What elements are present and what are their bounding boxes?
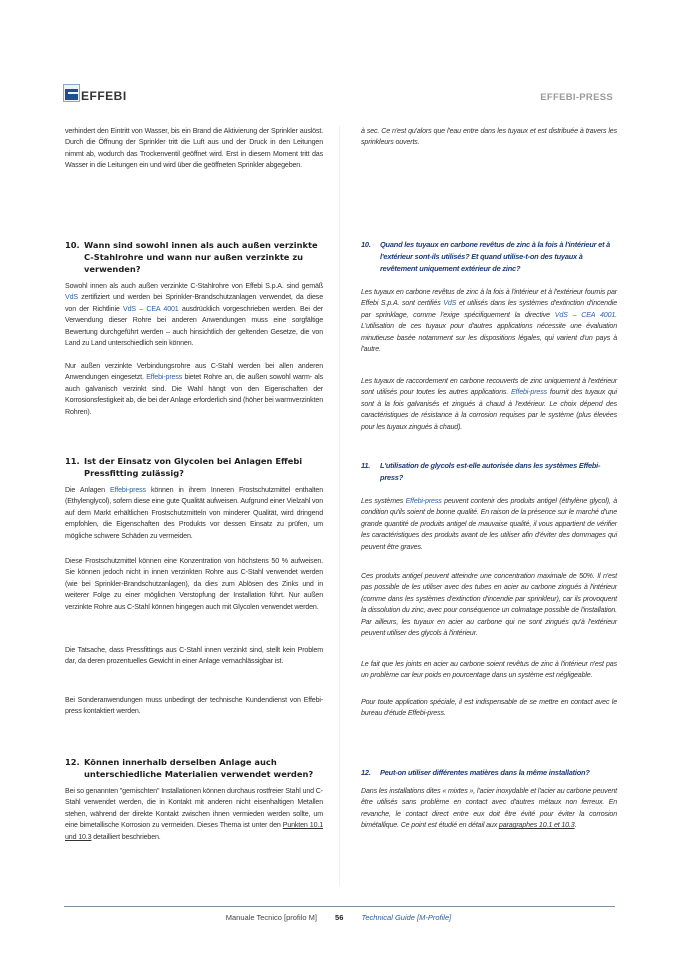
logo-text: EFFEBI xyxy=(81,89,127,103)
question-12-heading: 12. Können innerhalb derselben Anlage auch unterschiedliche Materialien verwendet werden? xyxy=(65,757,314,779)
effebi-press-link[interactable]: Effebi-press xyxy=(510,388,548,397)
question-11-paragraph-1: Les systèmes Effebi-press peuvent contenir des produits antigel (éthylène glycol), à condition qu'ils soient de bonne qualité. En raison de la présence sur le marché d'une grande quantité de produits antigel de mauvaise qualité, il vous appartient de vérifier les caractéristiques des produits avant de les utiliser afin d'éviter des dommages qui peuvent être graves. xyxy=(361,497,618,551)
question-11-paragraph-3: Die Tatsache, dass Pressfittings aus C-Stahl innen verzinkt sind, stellt kein Problem dar, da deren prozentuelles Gewicht in einer Anlage vernachlässigbar ist. xyxy=(65,646,323,666)
effebi-press-link[interactable]: Effebi-press xyxy=(405,497,442,505)
question-11-paragraph-4: Bei Sonderanwendungen muss unbedingt der technische Kundendienst von Effebi-press kontaktiert werden. xyxy=(65,696,323,716)
footer-manual-title: Manuale Tecnico [profilo M] xyxy=(225,913,317,922)
vds-cea-4001-link[interactable]: VdS – CEA 4001 xyxy=(123,304,179,313)
footer-guide-title: Technical Guide [M-Profile] xyxy=(361,913,452,922)
intro-paragraph: à sec. Ce n'est qu'alors que l'eau entre dans les tuyaux et est distribuée à travers les sprinkleurs ouverts. xyxy=(361,127,617,147)
question-11-paragraph-3: Le fait que les joints en acier au carbone soient revêtus de zinc à l'intérieur n'est pas un problème car leur poids en pourcentage dans un système est négligeable. xyxy=(361,660,617,680)
question-11-heading: 11. Ist der Einsatz von Glycolen bei Anlagen Effebi Pressfitting zulässig? xyxy=(65,456,303,478)
page-footer xyxy=(0,913,677,923)
question-12-paragraph-1: Bei so genannten "gemischten" Installationen können durchaus rostfreier Stahl und C-Stahl verwendet werden, die in Kontakt mit anderen nicht eisenhaltigen Metallen stehen, während der direkte Kontakt zwischen ihnen vermieden werden sollte, um eine bimetallische Korrosion zu vermeiden. Dieses Thema ist unter den Punkten 10.1 und 10.3 detailliert beschrieben. xyxy=(65,787,323,841)
brand-header: EFFEBI-PRESS xyxy=(540,92,613,103)
question-10-paragraph-2: Nur außen verzinkte Verbindungsrohre aus C-Stahl werden bei allen anderen Anwendungen eingesetzt. Effebi-press bietet Rohre an, die außen sowohl warm- als auch galvanisch verzinkt sind. Die Wahl hängt von den Eigenschaften der Korrosionsfestigkeit ab, die bei der Anlage erforderlich sind (höher bei warmverzinkten Rohren). xyxy=(65,362,323,416)
question-11-paragraph-4: Pour toute application spéciale, il est indispensable de se mettre en contact avec le bureau d'étude Effebi-press. xyxy=(361,698,617,718)
question-10-paragraph-1: Sowohl innen als auch außen verzinkte C-Stahlrohre von Effebi S.p.A. sind gemäß VdS zertifiziert und werden bei Sprinkler-Brandschutzanlagen verwendet, da diese von der Richtlinie VdS – CEA 4001 ausdrücklich vorgeschrieben werden. Bei der Verwendung dieser Rohre bei anderen Anwendungen muss eine sorgfältige Bewertung durchgeführt werden – auch hinsichtlich der geltenden Gesetze, die von Land zu Land unterschiedlich sein können. xyxy=(65,282,323,348)
column-divider xyxy=(339,126,340,886)
page-number: 56 xyxy=(335,913,344,922)
vds-link[interactable]: VdS xyxy=(65,293,78,302)
effebi-press-link[interactable]: Effebi-press xyxy=(109,486,146,494)
question-12-heading: 12. Peut-on utiliser différentes matières dans la même installation? xyxy=(361,768,590,777)
footer-rule xyxy=(64,906,615,907)
question-10-heading: 10. Wann sind sowohl innen als auch außen verzinkte C-Stahlrohre und wann nur außen verzinkte zu verwenden? xyxy=(65,240,318,274)
question-11-paragraph-1: Die Anlagen Effebi-press können in ihrem Inneren Frostschutzmittel enthalten (Ethylenglycol), sofern diese eine gute Qualität aufweisen. Aufgrund einer Vielzahl von auf dem Markt erhältlichen Frostschutzmitteln von minderer Qualität, wird dringend empfohlen, die Eigenschaften des Produkts vor dessen Einsatz zu prüfen, um mögliche schwere Schäden zu vermeiden. xyxy=(65,486,323,540)
effebi-logo xyxy=(63,82,127,102)
question-11-paragraph-2: Diese Frostschutzmittel können eine Konzentration von höchstens 50 % aufweisen. Sie können jedoch nicht in innen verzinkten Rohre aus C-Stahl verwendet werden (wie bei Sprinkler-Brandschutzanlagen), da dies zum Ablösen des Zinks und in weiterer Folge zu einer möglichen Verstopfung der Installation führt. Nur außen verzinkte Rohre aus C-Stahl können hingegen auch mit Glycolen verwendet werden. xyxy=(65,557,323,611)
vds-link[interactable]: VdS xyxy=(443,299,457,308)
punkten-link[interactable]: Punkten 10.1 und 10.3 xyxy=(65,821,323,841)
question-11-heading: 11. L'utilisation de glycols est-elle autorisée dans les systèmes Effebi-press? xyxy=(361,461,601,482)
vds-cea-4001-link[interactable]: VdS – CEA 4001 xyxy=(554,310,616,319)
question-10-heading: 10. Quand les tuyaux en carbone revêtus de zinc à la fois à l'intérieur et à l'extérieur sont-ils utilisés? Et quand utilise-t-on des tuyaux à revêtement uniquement extérieur de zinc? xyxy=(361,240,611,273)
question-12-paragraph-1: Dans les installations dites « mixtes », l'acier inoxydable et l'acier au carbone peuvent être utilisés sans problème en contact avec d'autres métaux non ferreux. En revanche, le contact direct entre eux doit être évité pour éviter la corrosion bimétallique. Ce point est étudié en détail aux paragraphes 10.1 et 10.3. xyxy=(361,787,617,830)
intro-paragraph: verhindert den Eintritt von Wasser, bis ein Brand die Aktivierung der Sprinkler auslöst. Durch die Öffnung der Sprinkler tritt die Luft aus und der Druck in den Leitungen nimmt ab, wodurch das Trockenventil geöffnet wird. Erst in diesem Moment tritt das Wasser in die Leitungen ein und wird über die geöffneten Sprinkler abgegeben. xyxy=(65,127,323,170)
question-10-paragraph-1: Les tuyaux en carbone revêtus de zinc à la fois à l'intérieur et à l'extérieur fournis par Effebi S.p.A. sont certifiés VdS et utilisés dans les systèmes d'extinction d'incendie par sprinklage, comme l'exige spécifiquement la directive VdS – CEA 4001. L'utilisation de ces tuyaux pour d'autres applications nécessite une évaluation minutieuse basée notamment sur les dispositions légales, qui varient d'un pays à l'autre. xyxy=(361,288,617,354)
effebi-press-link[interactable]: Effebi-press xyxy=(146,373,183,382)
question-11-paragraph-2: Ces produits antigel peuvent atteindre une concentration maximale de 50%. Il n'est pas possible de les utiliser avec des tubes en acier au carbone zingués à l'intérieur (comme dans les systèmes d'extinction d'incendie par sprinkleur), car ils provoquent la dissolution du zinc, avec pour conséquence un colmatage possible de l'installation. Par ailleurs, les tuyaux en acier au carbone qui ne sont zingués qu'à l'extérieur peuvent utiliser des glycols à l'intérieur. xyxy=(361,572,617,638)
paragraphes-link[interactable]: paragraphes 10.1 et 10.3 xyxy=(498,821,575,830)
question-10-paragraph-2: Les tuyaux de raccordement en carbone recouverts de zinc uniquement à l'extérieur sont utilisés pour toutes les autres applications. Effebi-press fournit des tuyaux qui sont à la fois galvanisés et zingués à chaud à l'extérieur. Le choix dépend des caractéristiques de résistance à la corrosion requises par le système (plus élevées pour les tuyaux zingués à chaud). xyxy=(361,377,617,431)
effebi-logo-icon xyxy=(63,84,80,102)
